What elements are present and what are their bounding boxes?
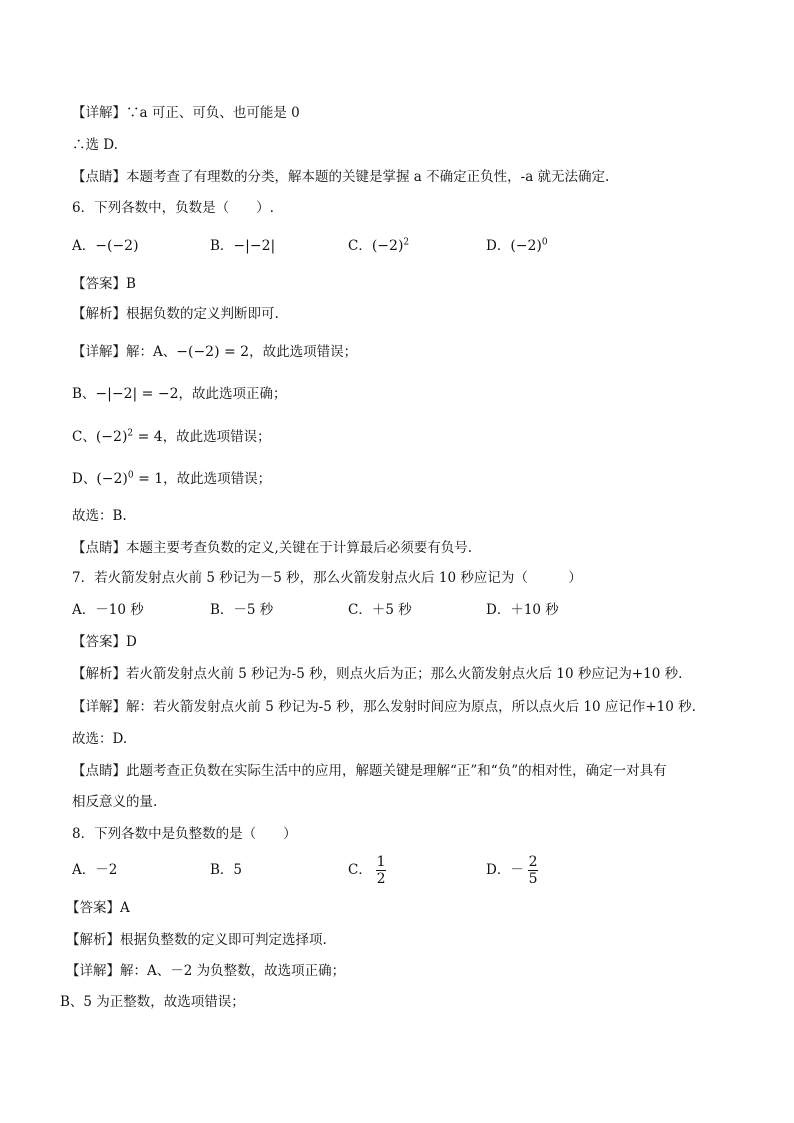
question-8: 8．下列各数中是负整数的是（ ） — [72, 826, 297, 842]
q7-tip-line1: 【点睛】此题考查正负数在实际生活中的应用，解题关键是理解“正”和“负”的相对性，确定一对具有 — [72, 763, 667, 779]
q7-option-a: A．－10 秒 — [72, 602, 144, 618]
q8-answer: 【答案】A — [66, 900, 130, 916]
q7-choose: 故选：D. — [72, 731, 128, 747]
question-7: 7．若火箭发射点火前 5 秒记为－5 秒，那么火箭发射点火后 10 秒应记为（ ） — [72, 570, 582, 586]
q6-detail-c: C、$(-2)^2 = 4$，故此选项错误； — [72, 428, 271, 445]
fraction-two-fifths: $\frac{2}{5}$ — [528, 854, 538, 887]
question-6: 6．下列各数中，负数是（ ）. — [72, 200, 274, 216]
q8-detail-1: 【详解】解：A、－2 为负整数，故选项正确； — [66, 963, 346, 979]
q6-answer: 【答案】B — [72, 276, 136, 292]
q8-detail-2: B、5 为正整数，故选项错误； — [60, 994, 245, 1010]
fraction-one-half: $\frac{1}{2}$ — [376, 854, 386, 887]
q7-option-c: C．＋5 秒 — [348, 602, 412, 618]
q6-detail-a: 【详解】解：A、−(−2) = 2，故此选项错误； — [72, 344, 358, 360]
q8-option-c: C． $\frac{1}{2}$ — [348, 854, 386, 887]
q7-option-d: D．＋10 秒 — [486, 602, 559, 618]
q7-answer: 【答案】D — [72, 634, 137, 650]
q8-option-d: D．－ $\frac{2}{5}$ — [486, 854, 538, 887]
q6-option-c: C．$(-2)^2$ — [348, 237, 410, 254]
q7-tip-line2: 相反意义的量. — [72, 794, 158, 810]
tip-text-q5: 【点睛】本题考查了有理数的分类，解本题的关键是掌握 a 不确定正负性，-a 就无法确定. — [72, 169, 610, 185]
q6-detail-d: D、$(-2)^0 = 1$，故此选项错误； — [72, 470, 272, 487]
q6-detail-b: B、−|−2| = −2，故此选项正确； — [72, 386, 287, 402]
q7-option-b: B．－5 秒 — [210, 602, 274, 618]
q8-option-b: B．5 — [210, 862, 243, 878]
q7-analysis: 【解析】若火箭发射点火前 5 秒记为-5 秒，则点火后为正；那么火箭发射点火后 10 秒应记为+10 秒. — [72, 666, 683, 682]
choose-text-q5: ∴选 D. — [72, 137, 118, 153]
q7-detail: 【详解】解：若火箭发射点火前 5 秒记为-5 秒，那么发射时间应为原点，所以点火后 10 应记作+10 秒. — [72, 699, 696, 715]
q6-analysis: 【解析】根据负数的定义判断即可. — [72, 306, 279, 322]
q6-option-a: A．−(−2) — [72, 238, 139, 254]
q6-option-b: B．−|−2| — [210, 238, 276, 254]
q8-option-a: A．－2 — [72, 862, 118, 878]
detail-text-q5: 【详解】∵a 可正、可负、也可能是 0 — [72, 105, 300, 121]
q6-choose: 故选：B. — [72, 508, 127, 524]
q6-tip: 【点睛】本题主要考查负数的定义,关键在于计算最后必须要有负号. — [72, 540, 473, 556]
q6-option-d: D．$(-2)^0$ — [486, 237, 548, 254]
q8-analysis: 【解析】根据负整数的定义即可判定选择项. — [66, 932, 327, 948]
